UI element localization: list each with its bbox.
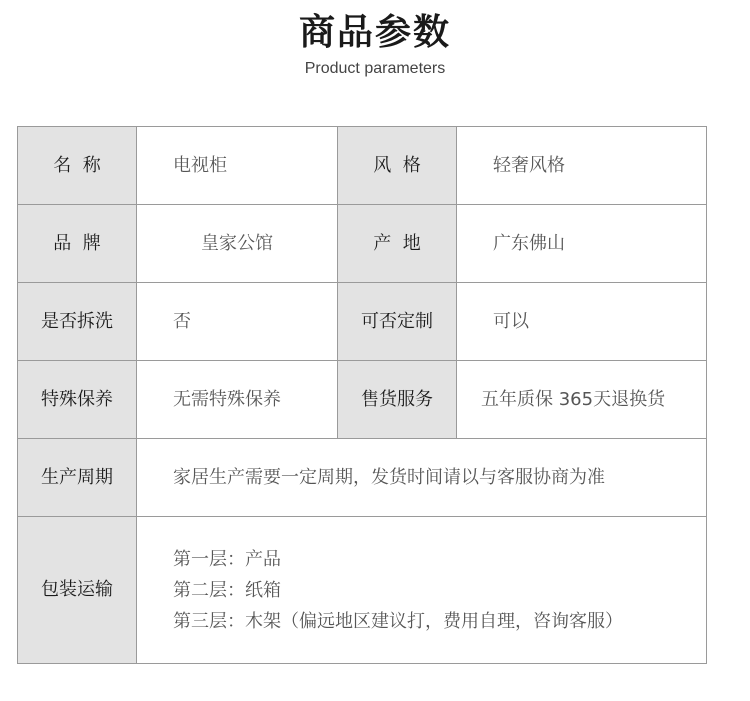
style-label — [338, 127, 457, 205]
table-row — [18, 205, 707, 283]
packaging-line-2: 第二层：纸箱 — [173, 579, 281, 601]
packaging-label: 包装运输 — [18, 517, 137, 664]
name-label-text: 名 称 — [53, 154, 101, 176]
name-value: 电视柜 — [137, 127, 338, 205]
page-subtitle: Product parameters — [304, 60, 446, 77]
style-label-text: 风 格 — [373, 154, 421, 176]
packaging-line-3: 第三层：木架（偏远地区建议打，费用自理，咨询客服） — [173, 610, 623, 632]
packaging-line-1: 第一层：产品 — [173, 548, 281, 570]
style-value: 轻奢风格 — [457, 127, 707, 205]
custom-value: 可以 — [457, 283, 707, 361]
packaging-value — [137, 517, 707, 664]
brand-label-text: 品 牌 — [53, 232, 101, 254]
washable-label: 是否拆洗 — [18, 283, 137, 361]
table-row — [18, 361, 707, 439]
table-row — [18, 283, 707, 361]
origin-value: 广东佛山 — [457, 205, 707, 283]
origin-label-text: 产 地 — [373, 232, 421, 254]
table-row — [18, 439, 707, 517]
origin-label — [338, 205, 457, 283]
custom-label: 可否定制 — [338, 283, 457, 361]
care-label: 特殊保养 — [18, 361, 137, 439]
brand-label — [18, 205, 137, 283]
washable-value: 否 — [137, 283, 338, 361]
cycle-label: 生产周期 — [18, 439, 137, 517]
care-value: 无需特殊保养 — [137, 361, 338, 439]
brand-value: 皇家公馆 — [137, 205, 338, 283]
product-parameters-table — [17, 126, 707, 664]
cycle-value: 家居生产需要一定周期，发货时间请以与客服协商为准 — [137, 439, 707, 517]
name-label — [18, 127, 137, 205]
service-value: 五年质保 365天退换货 — [457, 361, 707, 439]
table-row — [18, 517, 707, 664]
service-label: 售货服务 — [338, 361, 457, 439]
page-title: 商品参数 — [298, 11, 451, 53]
table-row — [18, 127, 707, 205]
